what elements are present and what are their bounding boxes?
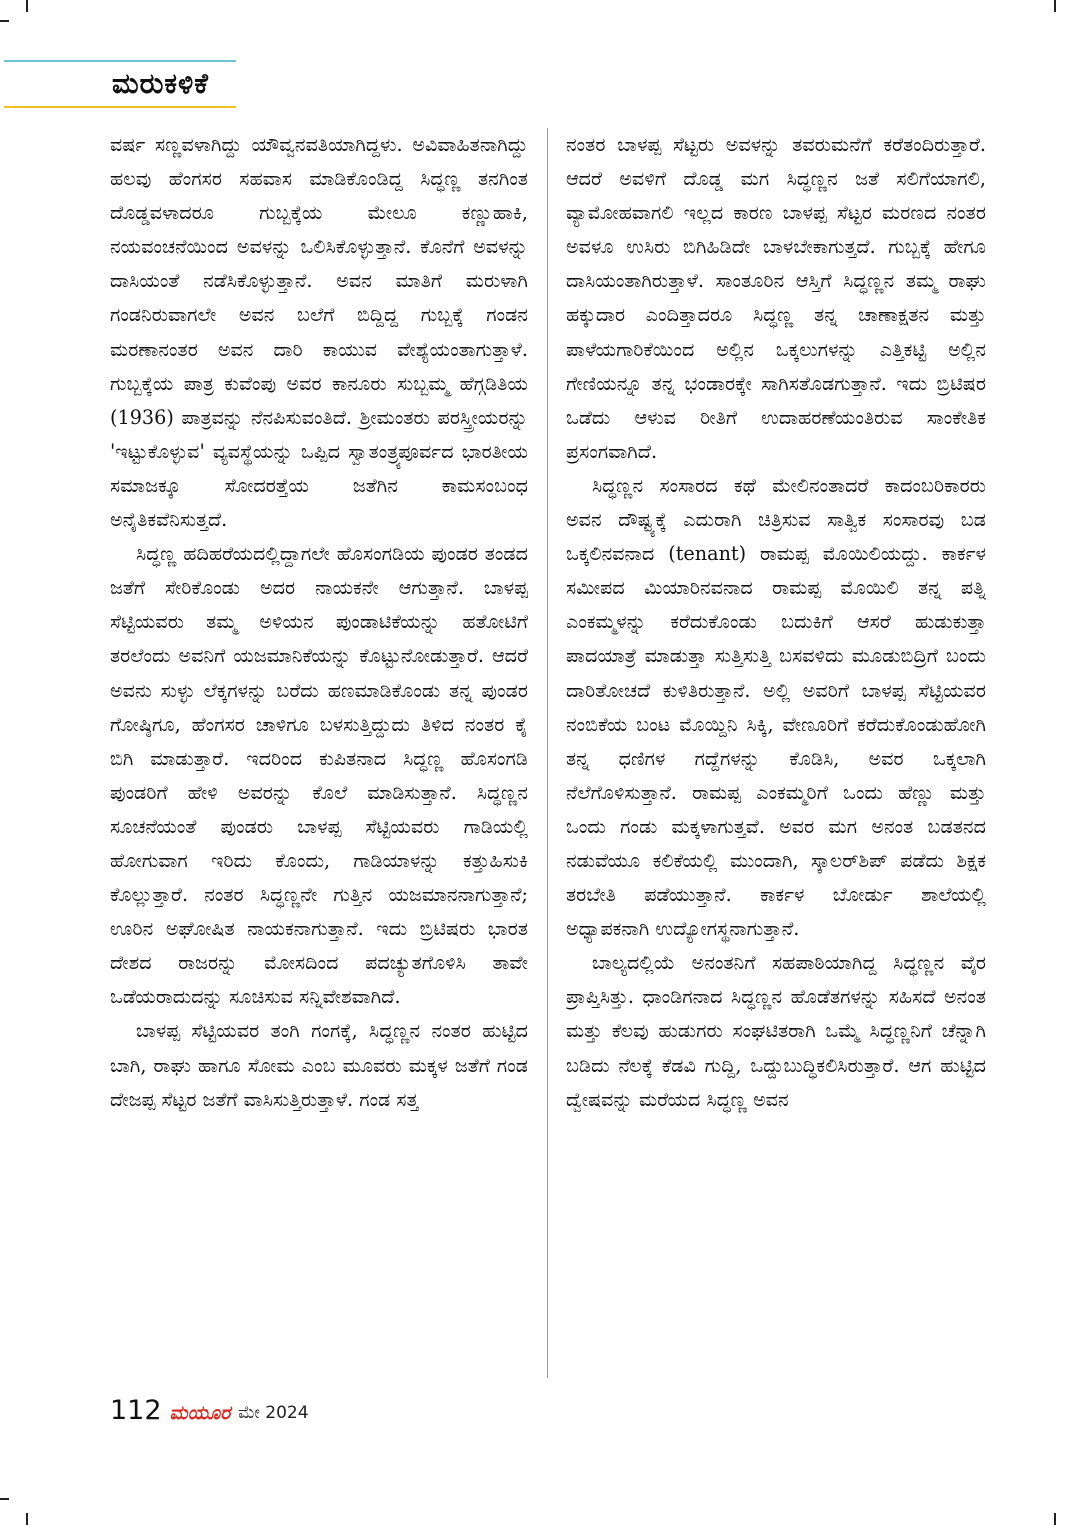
paragraph: ಸಿದ್ಧಣ್ಣನ ಸಂಸಾರದ ಕಥೆ ಮೇಲಿನಂತಾದರೆ ಕಾದಂಬರಿಕಾರರು ಅವನ ದೌಷ್ಟ್ಯಕ್ಕೆ ಎದುರಾಗಿ ಚಿತ್ರಿಸುವ ಸಾತ್ವಿಕ ಸಂಸಾರವು ಬಡ ಒಕ್ಕಲಿನವನಾದ (tenant) ರಾಮಪ್ಪ ಮೊಯಿಲಿಯದ್ದು. ಕಾರ್ಕಳ ಸಮೀಪದ ಮಿಯಾರಿನವನಾದ ರಾಮಪ್ಪ ಮೊಯಿಲಿ ತನ್ನ ಪತ್ನಿ ಎಂಕಮ್ಮಳನ್ನು ಕರೆದುಕೊಂಡು ಬದುಕಿಗೆ ಆಸರೆ ಹುಡುಕುತ್ತಾ ಪಾದಯಾತ್ರೆ ಮಾಡುತ್ತಾ ಸುತ್ತಿಸುತ್ತಿ ಬಸವಳಿದು ಮೂಡುಬಿದ್ರಿಗೆ ಬಂದು ದಾರಿತೋಚದೆ ಕುಳಿತಿರುತ್ತಾನೆ. ಅಲ್ಲಿ ಅವರಿಗೆ ಬಾಳಪ್ಪ ಸೆಟ್ಟಿಯವರ ನಂಬಿಕೆಯ ಬಂಟ ಮೊಯ್ದಿನಿ ಸಿಕ್ಕಿ, ವೇಣೂರಿಗೆ ಕರೆದುಕೊಂಡುಹೋಗಿ ತನ್ನ ಧಣಿಗಳ ಗದ್ದೆಗಳನ್ನು ಕೊಡಿಸಿ, ಅವರ ಒಕ್ಕಲಾಗಿ ನೆಲೆಗೊಳಿಸುತ್ತಾನೆ. ರಾಮಪ್ಪ ಎಂಕಮ್ಮರಿಗೆ ಒಂದು ಹೆಣ್ಣು ಮತ್ತು ಒಂದು ಗಂಡು ಮಕ್ಕಳಾಗುತ್ತವೆ. ಅವರ ಮಗ ಅನಂತ ಬಡತನದ ನಡುವೆಯೂ ಕಲಿಕೆಯಲ್ಲಿ ಮುಂದಾಗಿ, ಸ್ಕಾಲರ್‌ಶಿಪ್ ಪಡೆದು ಶಿಕ್ಷಕ ತರಬೇತಿ ಪಡೆಯುತ್ತಾನೆ. ಕಾರ್ಕಳ ಬೋರ್ಡು ಶಾಲೆಯಲ್ಲಿ ಅಧ್ಯಾಪಕನಾಗಿ ಉದ್ಯೋಗಸ್ಥನಾಗುತ್ತಾನೆ. [566,473,986,941]
column-divider [547,128,548,1378]
crop-mark [0,20,9,22]
left-column [110,128,528,1388]
crop-mark [1054,1513,1056,1525]
page-number: 112 [110,1395,162,1426]
paragraph: ಬಾಲ್ಯದಲ್ಲಿಯೆ ಅನಂತನಿಗೆ ಸಹಪಾಠಿಯಾಗಿದ್ದ ಸಿದ್ಧಣ್ಣನ ವೈರ ಪ್ರಾಪ್ತಿಸಿತ್ತು. ಧಾಂಡಿಗನಾದ ಸಿದ್ಧಣ್ಣನ ಹೊಡೆತಗಳನ್ನು ಸಹಿಸದೆ ಅನಂತ ಮತ್ತು ಕೆಲವು ಹುಡುಗರು ಸಂಘಟಿತರಾಗಿ ಒಮ್ಮೆ ಸಿದ್ಧಣ್ಣನಿಗೆ ಚೆನ್ನಾಗಿ ಬಡಿದು ನೆಲಕ್ಕೆ ಕೆಡವಿ ಗುದ್ದಿ, ಒದ್ದುಬುದ್ಧಿಕಲಿಸಿರುತ್ತಾರೆ. ಆಗ ಹುಟ್ಟಿದ ದ್ವೇಷವನ್ನು ಮರೆಯದ ಸಿದ್ಧಣ್ಣ ಅವನ [566,951,986,1111]
paragraph: ಬಾಳಪ್ಪ ಸೆಟ್ಟಿಯವರ ತಂಗಿ ಗಂಗಕ್ಕೆ, ಸಿದ್ಧಣ್ಣನ ನಂತರ ಹುಟ್ಟಿದ ಬಾಗಿ, ರಾಘು ಹಾಗೂ ಸೋಮ ಎಂಬ ಮೂವರು ಮಕ್ಕಳ ಜತೆಗೆ ಗಂಡ ದೇಜಪ್ಪ ಸೆಟ್ಟರ ಜತೆಗೆ ವಾಸಿಸುತ್ತಿರುತ್ತಾಳೆ. ಗಂಡ ಸತ್ತ [110,1019,528,1111]
crop-mark [26,1513,28,1525]
right-column [566,128,986,1388]
page-footer [110,1392,309,1426]
issue-date: ಮೇ 2024 [238,1403,309,1423]
paragraph: ವರ್ಷ ಸಣ್ಣವಳಾಗಿದ್ದು ಯೌವ್ವನವತಿಯಾಗಿದ್ದಳು. ಅವಿವಾಹಿತನಾಗಿದ್ದು ಹಲವು ಹೆಂಗಸರ ಸಹವಾಸ ಮಾಡಿಕೊಂಡಿದ್ದ ಸಿದ್ಧಣ್ಣ ತನಗಿಂತ ದೊಡ್ಡವಳಾದರೂ ಗುಬ್ಬಕ್ಕೆಯ ಮೇಲೂ ಕಣ್ಣುಹಾಕಿ, ನಯವಂಚನೆಯಿಂದ ಅವಳನ್ನು ಒಲಿಸಿಕೊಳ್ಳುತ್ತಾನೆ. ಕೊನೆಗೆ ಅವಳನ್ನು ದಾಸಿಯಂತೆ ನಡೆಸಿಕೊಳ್ಳುತ್ತಾನೆ. ಅವನ ಮಾತಿಗೆ ಮರುಳಾಗಿ ಗಂಡನಿರುವಾಗಲೇ ಅವನ ಬಲೆಗೆ ಬಿದ್ದಿದ್ದ ಗುಬ್ಬಕ್ಕೆ ಗಂಡನ ಮರಣಾನಂತರ ಅವನ ದಾರಿ ಕಾಯುವ ವೇಶ್ಯೆಯಂತಾಗುತ್ತಾಳೆ. ಗುಬ್ಬಕ್ಕೆಯ ಪಾತ್ರ ಕುವೆಂಪು ಅವರ ಕಾನೂರು ಸುಬ್ಬಮ್ಮ ಹೆಗ್ಗಡಿತಿಯ (1936) ಪಾತ್ರವನ್ನು ನೆನಪಿಸುವಂತಿದೆ. ಶ್ರೀಮಂತರು ಪರಸ್ತ್ರೀಯರನ್ನು 'ಇಟ್ಟುಕೊಳ್ಳುವ' ವ್ಯವಸ್ಥೆಯನ್ನು ಒಪ್ಪಿದ ಸ್ವಾತಂತ್ರ್ಯಪೂರ್ವದ ಭಾರತೀಯ ಸಮಾಜಕ್ಕೂ ಸೋದರತ್ತೆಯ ಜತೆಗಿನ ಕಾಮಸಂಬಂಧ ಅನೈತಿಕವೆನಿಸುತ್ತದೆ. [110,133,528,532]
paragraph: ಸಿದ್ಧಣ್ಣ ಹದಿಹರೆಯದಲ್ಲಿದ್ದಾಗಲೇ ಹೊಸಂಗಡಿಯ ಪುಂಡರ ತಂಡದ ಜತೆಗೆ ಸೇರಿಕೊಂಡು ಅದರ ನಾಯಕನೇ ಆಗುತ್ತಾನೆ. ಬಾಳಪ್ಪ ಸೆಟ್ಟಿಯವರು ತಮ್ಮ ಅಳಿಯನ ಪುಂಡಾಟಿಕೆಯನ್ನು ಹತೋಟಿಗೆ ತರಲೆಂದು ಅವನಿಗೆ ಯಜಮಾನಿಕೆಯನ್ನು ಕೊಟ್ಟುನೋಡುತ್ತಾರೆ. ಆದರೆ ಅವನು ಸುಳ್ಳು ಲೆಕ್ಕಗಳನ್ನು ಬರೆದು ಹಣಮಾಡಿಕೊಂಡು ತನ್ನ ಪುಂಡರ ಗೋಷ್ಠಿಗೂ, ಹೆಂಗಸರ ಚಾಳಿಗೂ ಬಳಸುತ್ತಿದ್ದುದು ತಿಳಿದ ನಂತರ ಕೈ ಬಿಗಿ ಮಾಡುತ್ತಾರೆ. ಇದರಿಂದ ಕುಪಿತನಾದ ಸಿದ್ಧಣ್ಣ ಹೊಸಂಗಡಿ ಪುಂಡರಿಗೆ ಹೇಳಿ ಅವರನ್ನು ಕೊಲೆ ಮಾಡಿಸುತ್ತಾನೆ. ಸಿದ್ಧಣ್ಣನ ಸೂಚನೆಯಂತೆ ಪುಂಡರು ಬಾಳಪ್ಪ ಸೆಟ್ಟಿಯವರು ಗಾಡಿಯಲ್ಲಿ ಹೋಗುವಾಗ ಇರಿದು ಕೊಂದು, ಗಾಡಿಯಾಳನ್ನು ಕತ್ತುಹಿಸುಕಿ ಕೊಲ್ಲುತ್ತಾರೆ. ನಂತರ ಸಿದ್ಧಣ್ಣನೇ ಗುತ್ತಿನ ಯಜಮಾನನಾಗುತ್ತಾನೆ; ಊರಿನ ಅಘೋಷಿತ ನಾಯಕನಾಗುತ್ತಾನೆ. ಇದು ಬ್ರಿಟಿಷರು ಭಾರತ ದೇಶದ ರಾಜರನ್ನು ಮೋಸದಿಂದ ಪದಚ್ಯುತಗೊಳಿಸಿ ತಾವೇ ಒಡೆಯರಾದುದನ್ನು ಸೂಚಿಸುವ ಸನ್ನಿವೇಶವಾಗಿದೆ. [110,542,528,1009]
header-rule-bottom [4,106,236,108]
crop-mark [0,1498,9,1500]
crop-mark [1054,0,1056,12]
section-title: ಮರುಕಳಿಕೆ [112,67,209,100]
crop-mark [26,0,28,12]
paragraph: ನಂತರ ಬಾಳಪ್ಪ ಸೆಟ್ಟರು ಅವಳನ್ನು ತವರುಮನೆಗೆ ಕರೆತಂದಿರುತ್ತಾರೆ. ಆದರೆ ಅವಳಿಗೆ ದೊಡ್ಡ ಮಗ ಸಿದ್ಧಣ್ಣನ ಜತೆ ಸಲಿಗೆಯಾಗಲಿ, ವ್ಯಾಮೋಹವಾಗಲಿ ಇಲ್ಲದ ಕಾರಣ ಬಾಳಪ್ಪ ಸೆಟ್ಟರ ಮರಣದ ನಂತರ ಅವಳೂ ಉಸಿರು ಬಿಗಿಹಿಡಿದೇ ಬಾಳಬೇಕಾಗುತ್ತದೆ. ಗುಬ್ಬಕ್ಕೆ ಹೇಗೂ ದಾಸಿಯಂತಾಗಿರುತ್ತಾಳೆ. ಸಾಂತೂರಿನ ಆಸ್ತಿಗೆ ಸಿದ್ಧಣ್ಣನ ತಮ್ಮ ರಾಘು ಹಕ್ಕುದಾರ ಎಂದಿತ್ತಾದರೂ ಸಿದ್ಧಣ್ಣ ತನ್ನ ಚಾಣಾಕ್ಷತನ ಮತ್ತು ಪಾಳೆಯಗಾರಿಕೆಯಿಂದ ಅಲ್ಲಿನ ಒಕ್ಕಲುಗಳನ್ನು ಎತ್ತಿಕಟ್ಟಿ ಅಲ್ಲಿನ ಗೇಣಿಯನ್ನೂ ತನ್ನ ಭಂಡಾರಕ್ಕೇ ಸಾಗಿಸತೊಡಗುತ್ತಾನೆ. ಇದು ಬ್ರಿಟಿಷರ ಒಡೆದು ಆಳುವ ರೀತಿಗೆ ಉದಾಹರಣೆಯಂತಿರುವ ಸಾಂಕೇತಿಕ ಪ್ರಸಂಗವಾಗಿದೆ. [566,133,986,463]
header-rule-top [4,60,236,62]
magazine-logo: ಮಯೂರ [169,1402,231,1424]
